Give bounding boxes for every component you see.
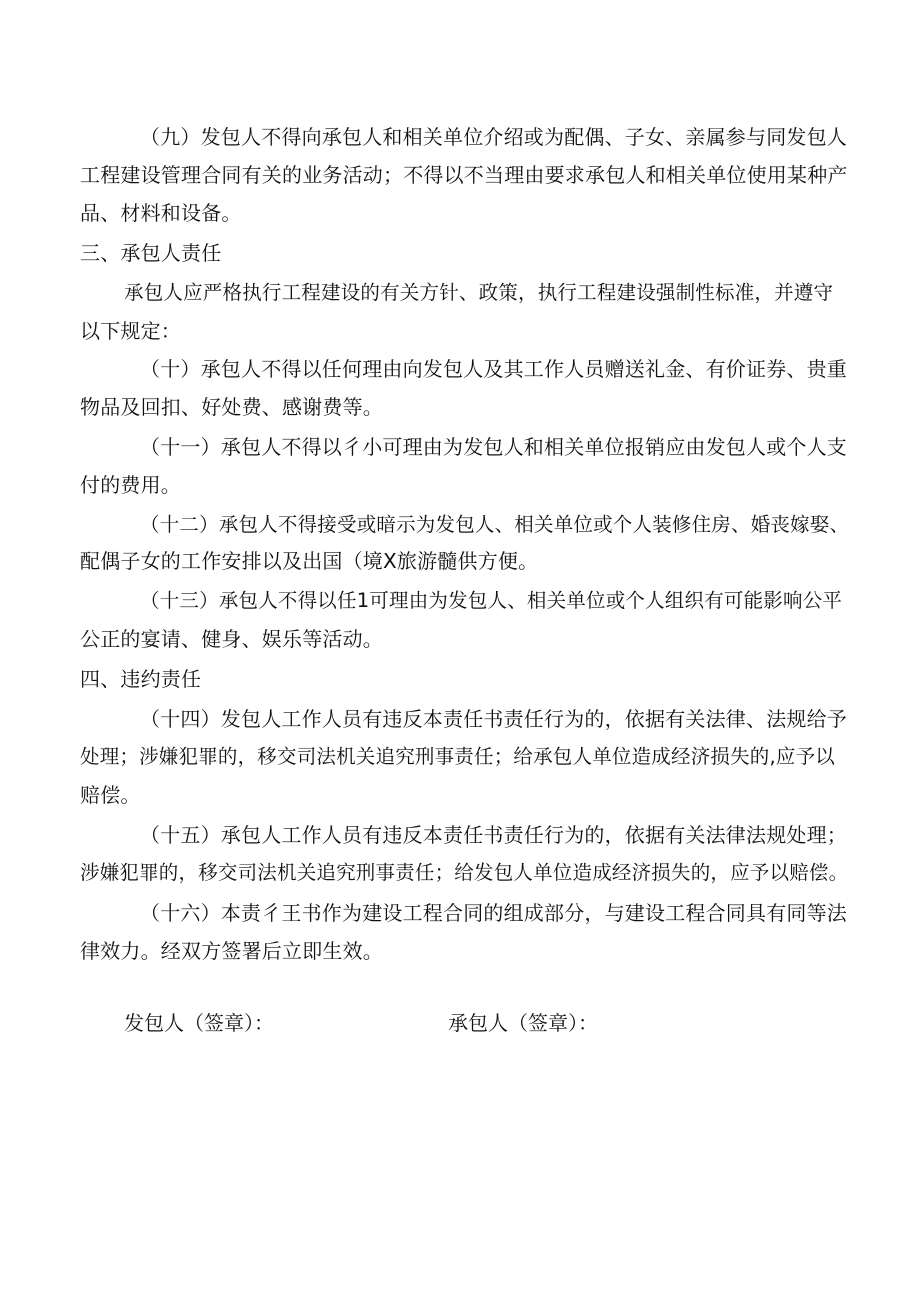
clause-9-line-1: （九）发包人不得向承包人和相关单位介绍或为配偶、子女、亲属参与同发包人 bbox=[140, 125, 847, 149]
clause-15-line-1: （十五）承包人工作人员有违反本责任书责任行为的，依据有关法律法规处理； bbox=[140, 823, 847, 847]
section-3-intro-line-1: 承包人应严格执行工程建设的有关方针、政策，执行工程建设强制性标准，并遵守 bbox=[124, 281, 834, 304]
clause-16-line-2: 律效力。经双方签署后立即生效。 bbox=[80, 939, 383, 963]
clause-14-line-3: 赔偿。 bbox=[80, 783, 141, 807]
clause-9-line-3: 品、材料和设备。 bbox=[80, 201, 242, 225]
clause-9-line-2: 工程建设管理合同有关的业务活动；不得以不当理由要求承包人和相关单位使用某种产 bbox=[80, 163, 848, 187]
section-3-intro-line-2: 以下规定： bbox=[80, 319, 181, 343]
section-4-heading: 四、违约责任 bbox=[80, 667, 202, 691]
clause-11-line-1: （十一）承包人不得以彳小可理由为发包人和相关单位报销应由发包人或个人支 bbox=[140, 435, 847, 459]
clause-10-line-2: 物品及回扣、好处费、感谢费等。 bbox=[80, 395, 383, 419]
clause-13-line-1: （十三）承包人不得以任1可理由为发包人、相关单位或个人组织有可能影响公平 bbox=[140, 589, 843, 612]
clause-10-line-1: （十）承包人不得以任何理由向发包人及其工作人员赠送礼金、有价证券、贵重 bbox=[140, 357, 847, 381]
clause-16-line-1: （十六）本责彳王书作为建设工程合同的组成部分，与建设工程合同具有同等法 bbox=[140, 901, 847, 925]
clause-14-line-2: 处理；涉嫌犯罪的，移交司法机关追究刑事责任；给承包人单位造成经济损失的,应予以 bbox=[80, 745, 835, 768]
clause-13-line-2: 公正的宴请、健身、娱乐等活动。 bbox=[80, 627, 383, 651]
employer-signature-label: 发包人（签章）： bbox=[124, 1011, 274, 1035]
clause-12-line-2: 配偶子女的工作安排以及出国（境X旅游髓供方便。 bbox=[80, 549, 539, 573]
clause-14-line-1: （十四）发包人工作人员有违反本责任书责任行为的，依据有关法律、法规给予 bbox=[140, 707, 847, 731]
section-3-heading: 三、承包人责任 bbox=[80, 241, 222, 265]
clause-15-line-2: 涉嫌犯罪的，移交司法机关追究刑事责任；给发包人单位造成经济损失的，应予以赔偿。 bbox=[80, 861, 849, 884]
clause-11-line-2: 付的费用。 bbox=[80, 473, 181, 497]
clause-12-line-1: （十二）承包人不得接受或暗示为发包人、相关单位或个人装修住房、婚丧嫁娶、 bbox=[140, 513, 850, 536]
contractor-signature-label: 承包人（签章）： bbox=[448, 1011, 598, 1035]
